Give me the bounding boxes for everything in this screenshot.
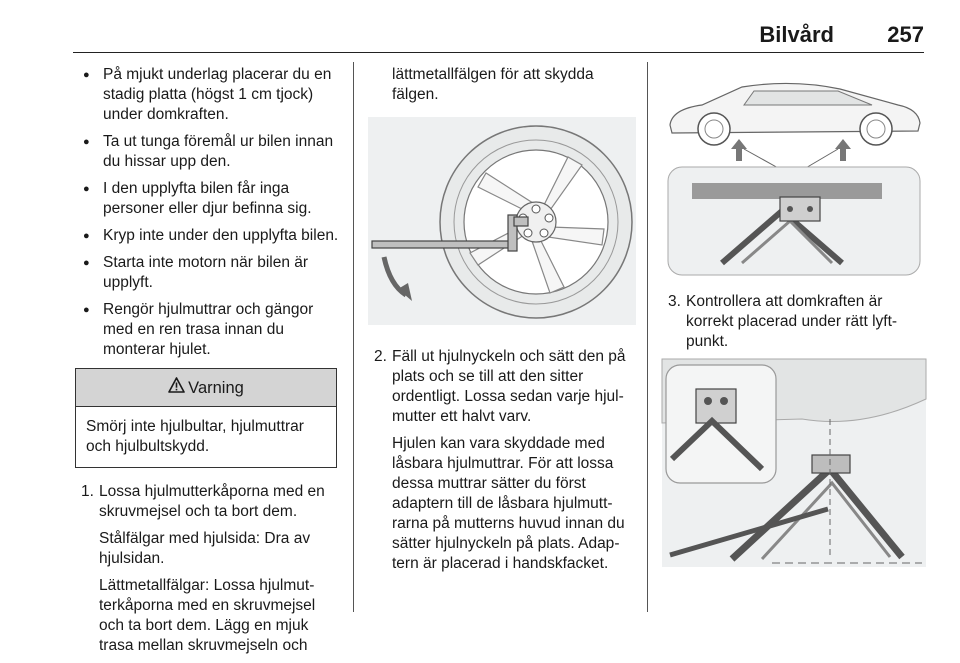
warning-text: Smörj inte hjulbultar, hjulmuttrar och hjulbultskydd. (86, 418, 304, 455)
step-number: 3. (668, 293, 681, 310)
list-item: ● Starta inte motorn när bilen är upplyft. (75, 253, 343, 293)
step-paragraph: Hjulen kan vara skyddade med låsbara hjulmuttrar. För att lossa dessa muttrar sätter du först adaptern till de låsbara hjulmuttrarna på mutterns huvud innan du sätter hjulnyckeln på plats. Adaptern är placerad i handskfacket. (392, 435, 625, 572)
list-item: ● Kryp inte under den upplyfta bilen. (75, 226, 343, 246)
list-item: ● I den upplyfta bilen får inga personer eller djur befinna sig. (75, 179, 343, 219)
column-divider (353, 62, 354, 612)
list-item: ● På mjukt underlag placerar du en stadig platta (högst 1 cm tjock) under domkraften. (75, 65, 343, 125)
section-title: Bilvård (759, 22, 834, 47)
column-1 (75, 65, 343, 663)
step-paragraph: Kontrollera att domkraften är korrekt placerad under rätt lyftpunkt. (686, 293, 898, 350)
step-2 (368, 347, 636, 574)
step-paragraph: Stålfälgar med hjulsida: Dra av hjulsidan. (99, 530, 311, 567)
column-divider (647, 62, 648, 612)
car-lift-points-illustration (662, 65, 926, 277)
step-3 (662, 292, 930, 352)
warning-box (75, 368, 337, 468)
list-item: ● Rengör hjulmuttrar och gängor med en ren trasa innan du monterar hjulet. (75, 300, 343, 360)
header-rule (73, 52, 924, 53)
wheel-wrench-illustration (368, 117, 636, 325)
step-paragraph: Fäll ut hjulnyckeln och sätt den på plats och se till att den sitter ordentligt. Lossa sedan varje hjulmutter ett halvt varv. (392, 348, 626, 425)
continued-text: lättmetallfälgen för att skydda fälgen. (392, 66, 594, 103)
step-number: 2. (374, 348, 387, 365)
step-1 (75, 482, 343, 656)
warning-triangle-icon (168, 377, 185, 398)
precaution-list (75, 65, 343, 360)
column-3 (662, 65, 930, 567)
step-paragraph: Lättmetallfälgar: Lossa hjulmutterkåporna med en skruvmejsel och ta bort dem. Lägg en mjuk trasa mellan skruvmejseln och (99, 577, 316, 654)
step-number: 1. (81, 483, 94, 500)
page-number: 257 (887, 22, 924, 47)
step-paragraph: Lossa hjulmutterkåporna med en skruvmejsel och ta bort dem. (99, 483, 325, 520)
warning-header (76, 369, 336, 407)
list-item: ● Ta ut tunga föremål ur bilen innan du hissar upp den. (75, 132, 343, 172)
warning-title: Varning (188, 378, 244, 397)
jack-position-illustration (662, 359, 926, 567)
column-2 (368, 65, 636, 581)
